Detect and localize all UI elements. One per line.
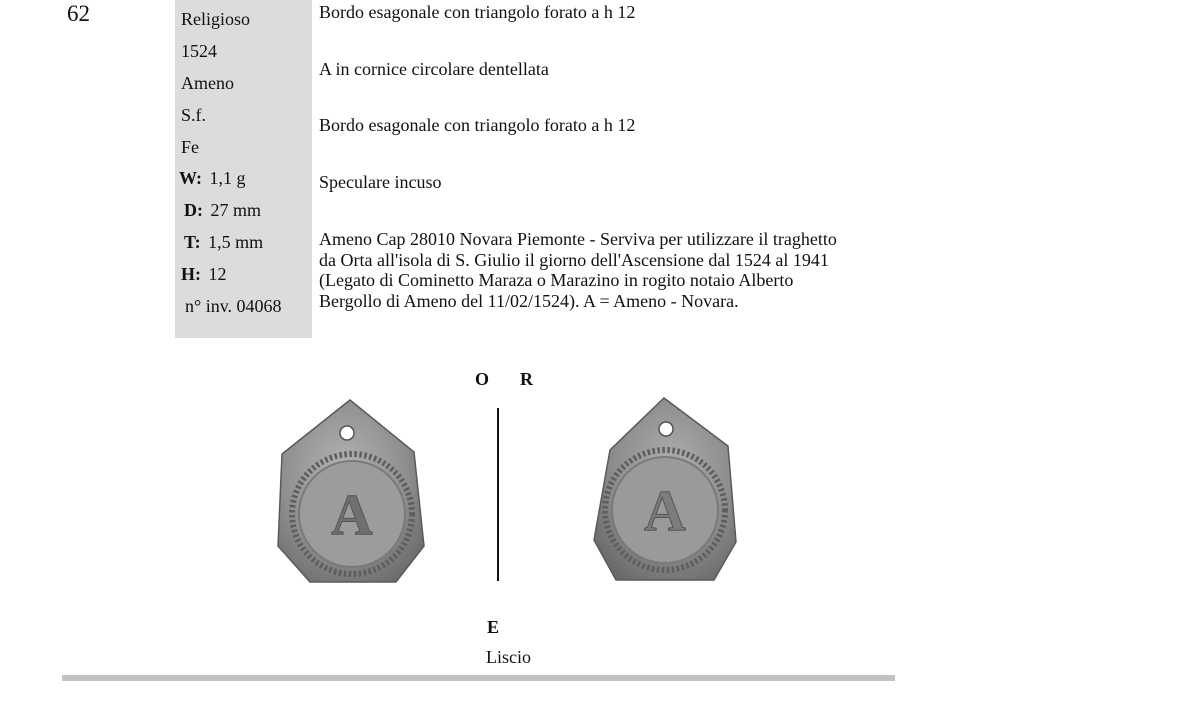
thickness-value: 1,5 mm	[208, 232, 264, 252]
reverse-label: R	[520, 369, 533, 389]
obverse-reverse-divider	[497, 408, 499, 581]
weight-label: W:	[179, 168, 203, 188]
place: Ameno	[181, 73, 234, 93]
obverse-letter: A	[331, 482, 373, 547]
weight-value: 1,1 g	[209, 168, 246, 188]
bottom-rule	[62, 675, 895, 681]
edge-label: E	[487, 617, 500, 637]
date-note: S.f.	[181, 105, 207, 125]
hour-value: 12	[208, 264, 227, 284]
thickness-row	[184, 232, 263, 253]
hour-label: H:	[181, 264, 201, 284]
diameter-label: D:	[184, 200, 203, 220]
info-panel-notch	[175, 332, 195, 338]
diameter-value: 27 mm	[210, 200, 262, 220]
category: Religioso	[181, 9, 251, 29]
reverse-letter: A	[644, 478, 686, 543]
historical-note: Ameno Cap 28010 Novara Piemonte - Serviva per utilizzare il traghetto da Orta all'isola di S. Giulio il giorno dell'Ascensione dal 1524 al 1941 (Legato di Cominetto Maraza o Marazino in rogito notaio Alberto Bergollo di Ameno del 11/02/1524). A = Ameno - Novara.	[319, 229, 837, 311]
year: 1524	[181, 41, 217, 61]
thickness-label: T:	[184, 232, 201, 252]
reverse-coin-image	[590, 394, 750, 584]
obverse-label: O	[475, 369, 490, 389]
reverse-field-text: Speculare incuso	[319, 172, 442, 192]
edge-value: Liscio	[486, 647, 531, 667]
reverse-border-text: Bordo esagonale con triangolo forato a h 12	[319, 115, 636, 135]
obverse-coin-image	[272, 396, 432, 586]
inventory-number: n° inv. 04068	[185, 296, 282, 316]
entry-number: 62	[67, 1, 90, 26]
obverse-border-text: Bordo esagonale con triangolo forato a h 12	[319, 2, 636, 22]
diameter-row	[184, 200, 261, 221]
obverse-field-text: A in cornice circolare dentellata	[319, 59, 549, 79]
hour-row	[181, 264, 227, 285]
weight-row	[179, 168, 246, 189]
material: Fe	[181, 137, 199, 157]
